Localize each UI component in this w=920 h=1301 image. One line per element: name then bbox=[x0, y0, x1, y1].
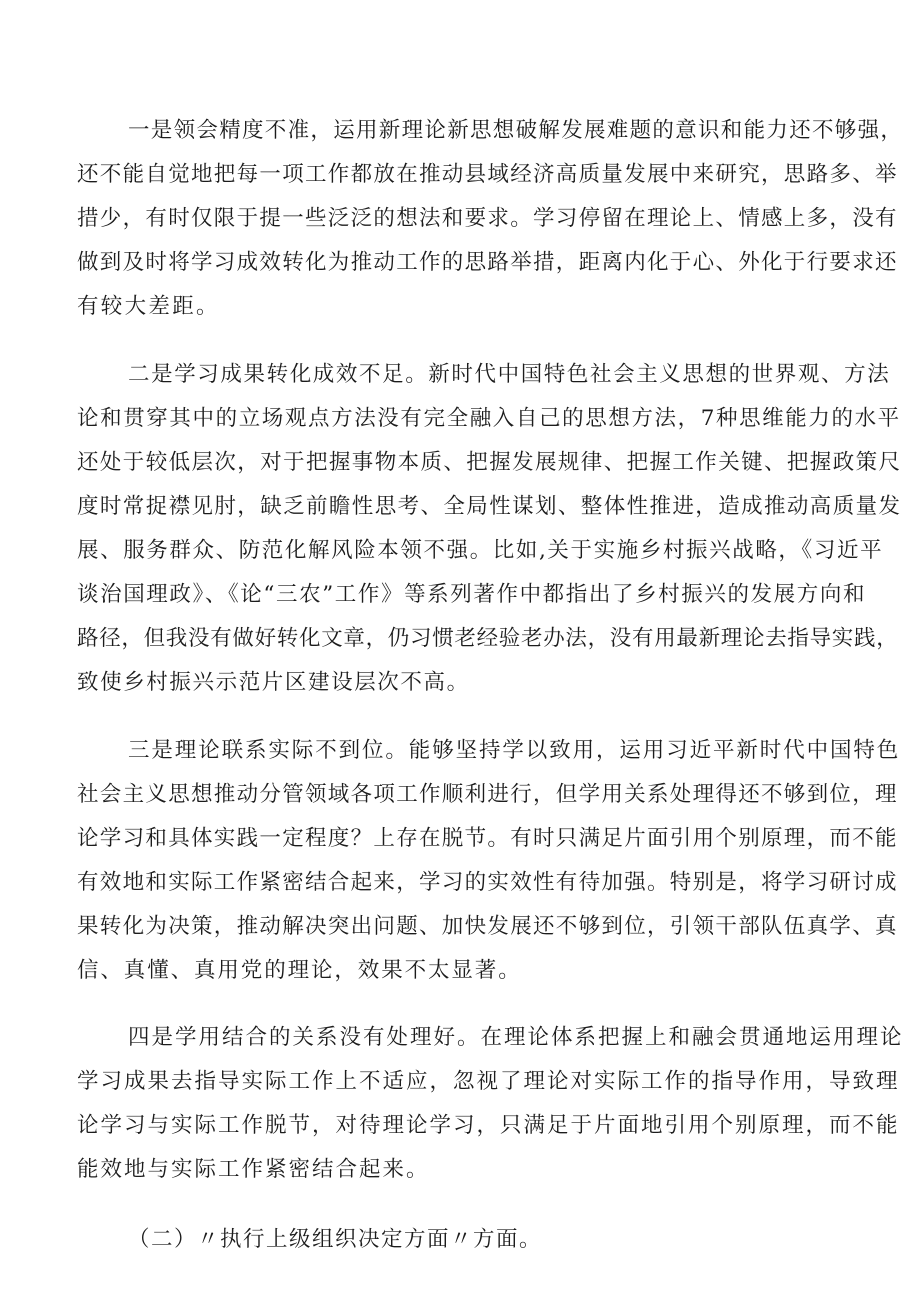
paragraph-line: 论学习和具体实践一定程度？上存在脱节。有时只满足片面引用个别原理，而不能 bbox=[77, 826, 898, 851]
paragraph-line: 一是领会精度不准，运用新理论新思想破解发展难题的意识和能力还不够强， bbox=[128, 118, 904, 143]
paragraph-line: 二是学习成果转化成效不足。新时代中国特色社会主义思想的世界观、方法 bbox=[128, 362, 891, 387]
paragraph-line: 社会主义思想推动分管领域各项工作顺利进行，但学用关系处理得还不够到位，理 bbox=[77, 782, 898, 807]
paragraph-line: 展、服务群众、防范化解风险本领不强。比如,关于实施乡村振兴战略，《习近平 bbox=[77, 538, 884, 563]
paragraph-line: 谈治国理政》、《论“三农”工作》等系列著作中都指出了乡村振兴的发展方向和 bbox=[77, 582, 867, 607]
paragraph-line: 果转化为决策，推动解决突出问题、加快发展还不够到位，引领干部队伍真学、真 bbox=[77, 914, 898, 939]
paragraph-line: 信、真懂、真用党的理论，效果不太显著。 bbox=[77, 958, 522, 983]
paragraph-line: 致使乡村振兴示范片区建设层次不高。 bbox=[77, 670, 470, 695]
paragraph-line: 论和贯穿其中的立场观点方法没有完全融入自己的思想方法，7种思维能力的水平 bbox=[77, 406, 901, 431]
paragraph-line: 有较大差距。 bbox=[77, 294, 220, 319]
paragraph-line: 路径，但我没有做好转化文章，仍习惯老经验老办法，没有用最新理论去指导实践， bbox=[77, 626, 899, 651]
paragraph-line: 做到及时将学习成效转化为推动工作的思路举措，距离内化于心、外化于行要求还 bbox=[77, 250, 898, 275]
section-heading: （二）〃执行上级组织决定方面〃方面。 bbox=[128, 1227, 543, 1252]
paragraph-line: 度时常捉襟见肘，缺乏前瞻性思考、全局性谋划、整体性推进，造成推动高质量发 bbox=[77, 494, 902, 519]
paragraph-line: 还处于较低层次，对于把握事物本质、把握发展规律、把握工作关键、把握政策尺 bbox=[77, 450, 902, 475]
paragraph-line: 学习成果去指导实际工作上不适应，忽视了理论对实际工作的指导作用，导致理 bbox=[77, 1069, 900, 1094]
paragraph-line: 还不能自觉地把每一项工作都放在推动县域经济高质量发展中来研究，思路多、举 bbox=[77, 162, 898, 187]
paragraph-line: 有效地和实际工作紧密结合起来，学习的实效性有待加强。特别是，将学习研讨成 bbox=[77, 870, 898, 895]
paragraph-line: 论学习与实际工作脱节，对待理论学习，只满足于片面地引用个别原理，而不能 bbox=[77, 1113, 900, 1138]
paragraph-line: 措少，有时仅限于提一些泛泛的想法和要求。学习停留在理论上、情感上多，没有 bbox=[77, 206, 898, 231]
paragraph-line: 三是理论联系实际不到位。能够坚持学以致用，运用习近平新时代中国特色 bbox=[128, 738, 901, 763]
paragraph-line: 能效地与实际工作紧密结合起来。 bbox=[77, 1157, 430, 1182]
paragraph-line: 四是学用结合的关系没有处理好。在理论体系把握上和融会贯通地运用理论 bbox=[128, 1025, 904, 1050]
